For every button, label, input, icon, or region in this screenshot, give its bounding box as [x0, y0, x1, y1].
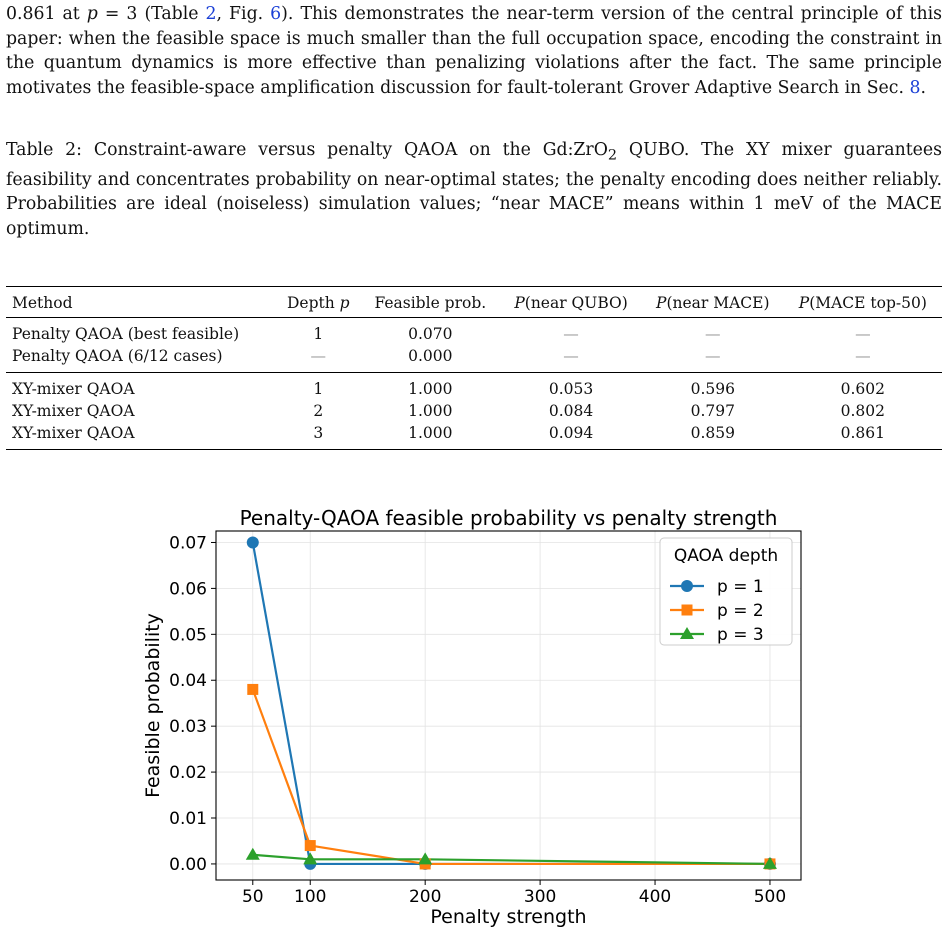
results-table [6, 286, 942, 450]
data-point [247, 684, 258, 695]
y-tick-label: 0.05 [169, 625, 207, 646]
table-row: Penalty QAOA (best feasible) 1 0.070 — — — [6, 318, 942, 346]
y-tick-label: 0.03 [169, 717, 207, 738]
legend-marker [682, 605, 693, 616]
x-axis-label: Penalty strength [430, 906, 587, 928]
y-tick-label: 0.04 [169, 671, 207, 692]
x-tick-label: 200 [408, 887, 442, 907]
series-line [253, 855, 770, 864]
legend-label: p = 2 [717, 601, 764, 621]
y-tick-label: 0.07 [169, 533, 207, 554]
table-reference-link[interactable]: 2 [205, 4, 217, 24]
table-row: XY-mixer QAOA 1 1.000 0.053 0.596 0.602 [6, 373, 942, 401]
legend-label: p = 1 [717, 577, 764, 597]
legend-marker [681, 580, 693, 592]
data-point [247, 536, 259, 548]
figure-reference-link[interactable]: 6 [270, 4, 282, 24]
legend-title: QAOA depth [673, 546, 779, 566]
y-tick-label: 0.01 [169, 809, 207, 830]
x-tick-label: 400 [638, 887, 672, 907]
table-caption: Table 2: Constraint-aware versus penalty QAOA on the Gd:ZrO$_2$ QUBO. The XY mixer guarantees feasibility and concentrates probability on near-optimal states; the penalty encoding does neither reliably. Probabilities are ideal (noiseless) simulation values; “near MACE” means within 1 meV of the MACE optimum. [6, 140, 942, 239]
feasible-probability-chart [130, 500, 820, 932]
column-header-method: Method [12, 294, 73, 312]
x-tick-label: 300 [523, 887, 557, 907]
legend-label: p = 3 [717, 625, 764, 645]
data-point [246, 848, 260, 860]
y-tick-label: 0.02 [169, 763, 207, 784]
section-reference-link[interactable]: 8 [909, 77, 921, 98]
x-tick-label: 50 [241, 887, 264, 907]
x-tick-label: 100 [294, 887, 327, 907]
table-row: Penalty QAOA (6/12 cases) — 0.000 — — — [12, 347, 871, 365]
column-header-depth: Depth p [286, 294, 350, 312]
series-line [253, 689, 770, 864]
body-paragraph: 0.861 at p = 3 (Table 2, Fig. 6). This demonstrates the near-term version of the central principle of this paper: when the feasible space is much smaller than the full occupation space, encoding the constraint in the quantum dynamics is more effective than penalizing violations after the fact. The same principle motivates the feasible-space amplification discussion for fault-tolerant Grover Adaptive Search in Sec. 8. [6, 4, 942, 98]
table-row: XY-mixer QAOA 2 1.000 0.084 0.797 0.802 [12, 402, 886, 420]
x-tick-label: 500 [753, 887, 787, 907]
y-tick-label: 0.00 [169, 854, 207, 875]
column-header-mace-top50: P(MACE top-50) [798, 294, 927, 312]
table-row: XY-mixer QAOA 3 1.000 0.094 0.859 0.861 [6, 422, 942, 450]
data-point [305, 840, 316, 851]
y-tick-label: 0.06 [169, 579, 207, 600]
column-header-near-mace: P(near MACE) [656, 294, 770, 312]
column-header-feasible: Feasible prob. [374, 294, 487, 312]
column-header-near-qubo: P(near QUBO) [514, 294, 628, 312]
y-axis-label: Feasible probability [142, 613, 164, 798]
chart-title: Penalty-QAOA feasible probability vs penalty strength [239, 506, 778, 530]
